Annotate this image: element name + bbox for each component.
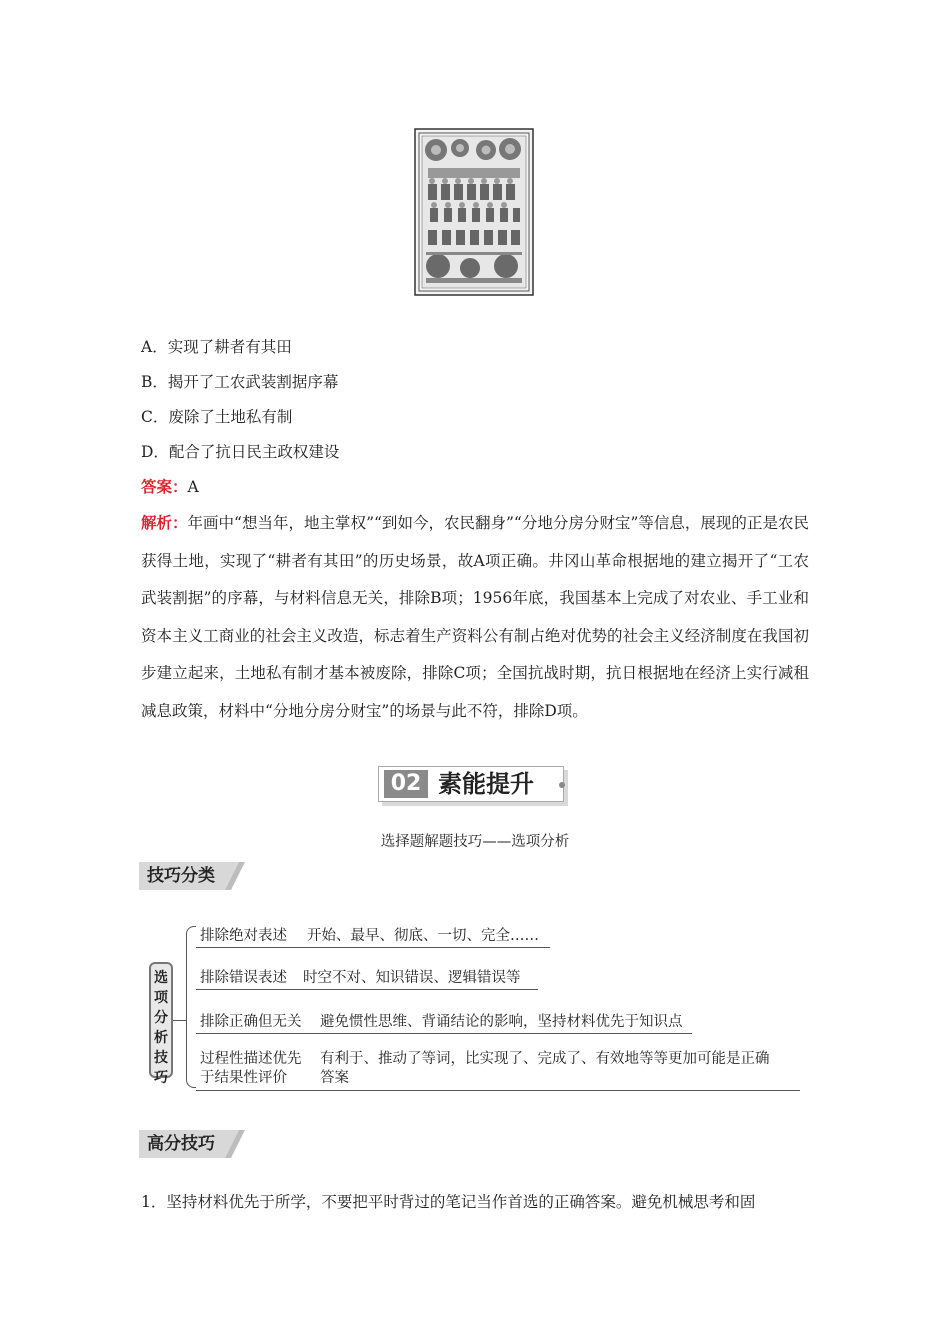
mindmap-branch-1-detail: 开始、最早、彻底、一切、完全…… [307, 928, 539, 944]
mindmap-branch-4-label-line-1: 过程性描述优先 [200, 1051, 302, 1067]
option-d: D．配合了抗日民主政权建设 [141, 443, 340, 461]
section-title: 素能提升 [438, 770, 534, 798]
mindmap-branch-2-detail: 时空不对、知识错误、逻辑错误等 [303, 970, 521, 986]
section-dot [559, 782, 565, 788]
tip-1: 1．坚持材料优先于所学，不要把平时背过的笔记当作首选的正确答案。避免机械思考和固 [141, 1193, 756, 1211]
mindmap-connector-root [173, 1020, 186, 1021]
subtitle: 选择题解题技巧——选项分析 [380, 834, 570, 850]
high-score-header-label: 高分技巧 [147, 1134, 215, 1154]
mindmap-branch-2-underline [196, 989, 538, 990]
woodblock-print-image [414, 128, 534, 296]
mindmap-branch-4-label-line-2: 于结果性评价 [200, 1070, 287, 1086]
technique-header-label: 技巧分类 [147, 866, 215, 886]
option-c: C．废除了土地私有制 [141, 408, 293, 426]
mindmap-branch-3-detail: 避免惯性思维、背诵结论的影响，坚持材料优先于知识点 [320, 1014, 683, 1030]
section-number-box [384, 770, 428, 798]
mindmap-branch-4-detail-line-2: 答案 [320, 1070, 349, 1086]
analysis-label: 解析： [141, 513, 188, 532]
section-number: 02 [390, 771, 422, 796]
woodblock-print-graphic [414, 128, 534, 296]
mindmap-branch-1-label: 排除绝对表述 [200, 928, 287, 944]
mindmap-branch-3-underline [196, 1033, 692, 1034]
answer-value: A [187, 478, 199, 496]
mindmap-branch-4-underline [196, 1090, 800, 1091]
mindmap-root-label: 选项分析技巧 [154, 970, 168, 1086]
technique-header [139, 862, 245, 890]
high-score-header [139, 1130, 245, 1158]
mindmap-branch-2-label: 排除错误表述 [200, 970, 287, 986]
mindmap-branch-1-underline [196, 947, 550, 948]
section-banner [378, 766, 574, 808]
mindmap [140, 915, 810, 1095]
mindmap-branch-4-detail-line-1: 有利于、推动了等词，比实现了、完成了、有效地等等更加可能是正确 [320, 1051, 770, 1067]
option-b: B．揭开了工农武装割据序幕 [141, 373, 339, 391]
mindmap-bracket [186, 926, 196, 1088]
option-a: A．实现了耕者有其田 [141, 338, 292, 356]
analysis-text: 年画中“想当年，地主掌权”“到如今，农民翻身”“分地分房分财宝”等信息，展现的正是农民获得土地，实现了“耕者有其田”的历史场景，故A项正确。井冈山革命根据地的建立揭开了“工农武装割据”的序幕，与材料信息无关，排除B项；1956年底，我国基本上完成了对农业、手工业和资本主义工商业的社会主义改造，标志着生产资料公有制占绝对优势的社会主义经济制度在我国初步建立起来，土地私有制才基本被废除，排除C项；全国抗战时期，抗日根据地在经济上实行减租减息政策，材料中“分地分房分财宝”的场景与此不符，排除D项。 [141, 514, 809, 720]
mindmap-branch-3-label: 排除正确但无关 [200, 1014, 302, 1030]
analysis-paragraph [141, 504, 809, 730]
mindmap-root-node [149, 962, 173, 1086]
answer-line [141, 477, 199, 497]
answer-label: 答案： [141, 477, 188, 496]
